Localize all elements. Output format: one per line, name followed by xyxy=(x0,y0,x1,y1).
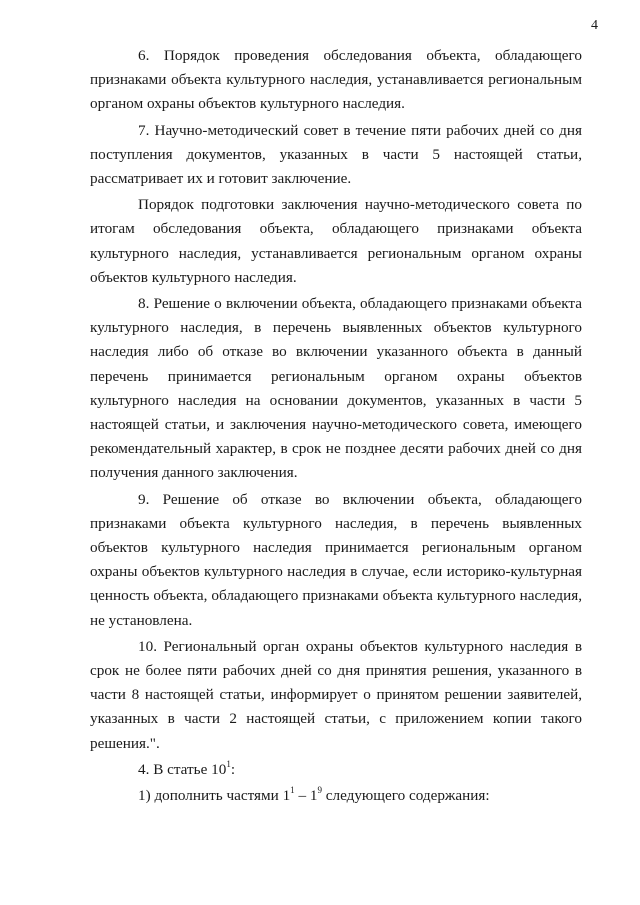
item-4-suffix: : xyxy=(230,760,236,778)
item-4-prefix: 4. В статье 10 xyxy=(138,760,227,778)
paragraph-part-9: 9. Решение об отказе во включении объекта, обладающего признаками объекта культурного наследия, в перечень выявленных объектов культурного наследия принимается региональным органом охраны объектов культурного наследия в случае, если историко-культурная ценность объекта, обладающего признаками объекта культурного наследия, не установлена. xyxy=(90,490,582,629)
subitem-prefix: 1) дополнить частями 1 xyxy=(138,787,291,805)
item-4-subitem-1 xyxy=(90,784,582,808)
paragraph-part-10: 10. Региональный орган охраны объектов культурного наследия в срок не более пяти рабочих дней со дня принятия решения, указанного в части 8 настоящей статьи, информирует о принятом решении заявителей, указанных в части 2 настоящей статьи, с приложением копии такого решения.". xyxy=(90,637,582,752)
paragraph-part-6: 6. Порядок проведения обследования объекта, обладающего признаками объекта культурного наследия, устанавливается региональным органом охраны объектов культурного наследия. xyxy=(90,47,582,113)
subitem-range-dash: – 1 xyxy=(294,787,318,805)
subitem-suffix: следующего содержания: xyxy=(321,787,490,805)
document-body xyxy=(90,44,582,808)
paragraph-part-7-procedure: Порядок подготовки заключения научно-методического совета по итогам обследования объекта, обладающего признаками объекта культурного наследия, устанавливается региональным органом охраны объектов культурного наследия. xyxy=(90,196,582,286)
item-4-heading xyxy=(90,758,582,782)
subitem-superscript-start: 1 xyxy=(290,785,295,796)
paragraph-part-7: 7. Научно-методический совет в течение пяти рабочих дней со дня поступления документов, указанных в части 5 настоящей статьи, рассматривает их и готовит заключение. xyxy=(90,121,582,188)
page-number: 4 xyxy=(591,18,598,33)
paragraph-part-8: 8. Решение о включении объекта, обладающего признаками объекта культурного наследия, в перечень выявленных объектов культурного наследия либо об отказе во включении указанного объекта в данный перечень принимается региональным органом охраны объектов культурного наследия на основании документов, указанных в части 5 настоящей статьи, и заключения научно-методического совета, имеющего рекомендательный характер, в срок не позднее десяти рабочих дней со дня получения данного заключения. xyxy=(90,295,582,482)
item-4-superscript: 1 xyxy=(226,758,231,769)
subitem-superscript-end: 9 xyxy=(317,785,322,796)
